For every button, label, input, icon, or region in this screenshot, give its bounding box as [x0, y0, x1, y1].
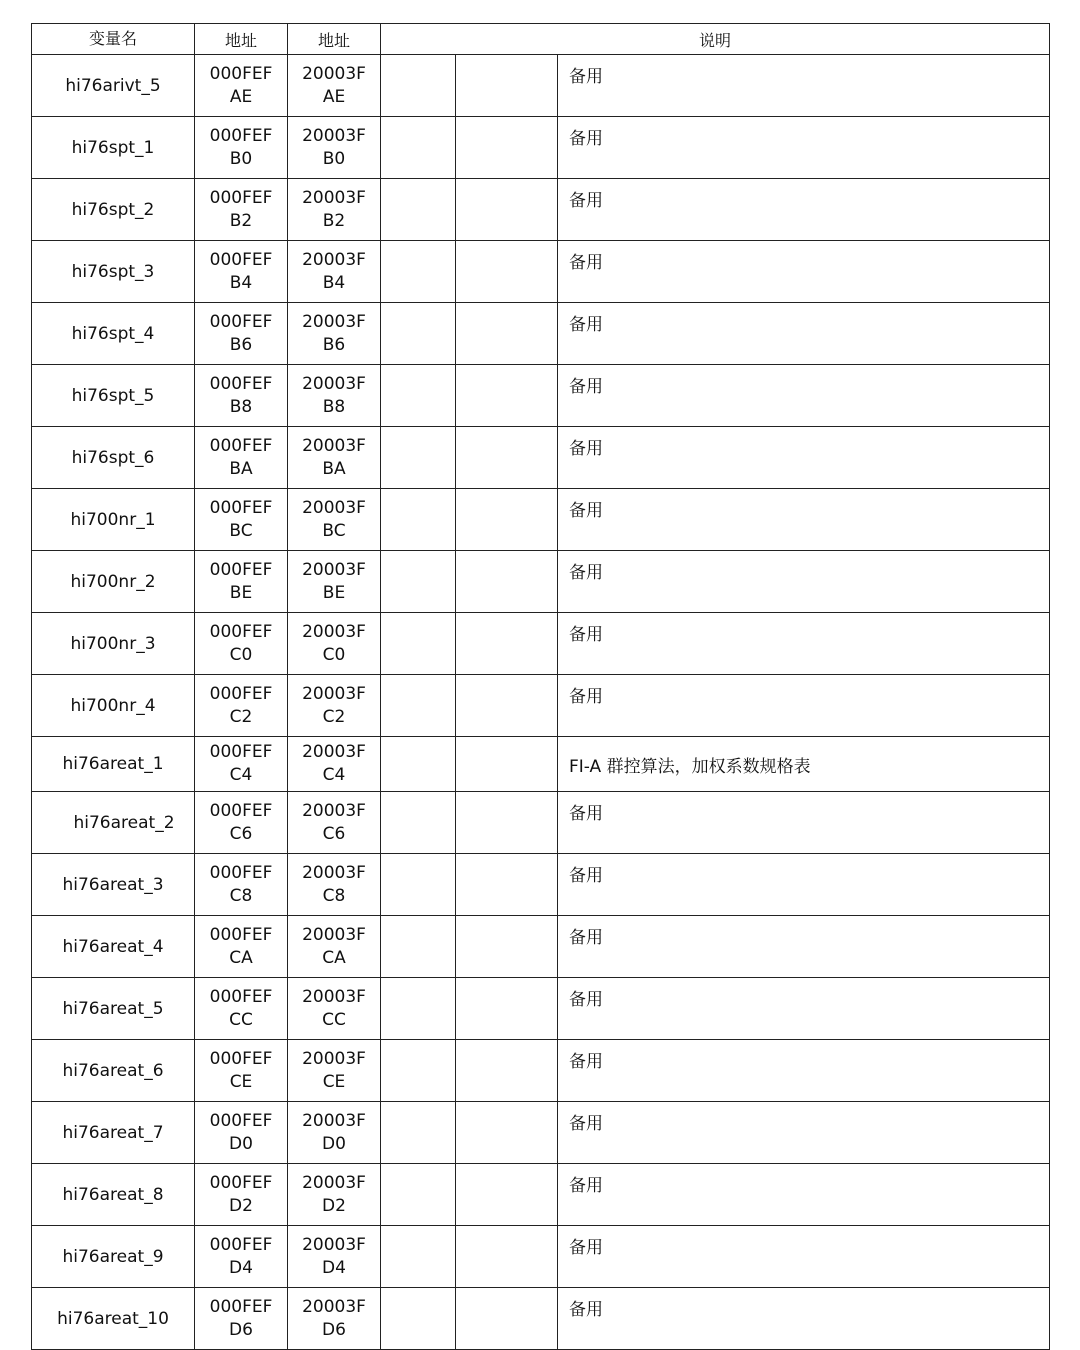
address-1-cell [195, 854, 288, 916]
address-2-cell [288, 365, 381, 427]
empty-cell [456, 978, 558, 1040]
description-cell: 备用 [558, 365, 1050, 427]
address-2-low: D6 [322, 1319, 346, 1340]
address-1-low: D2 [229, 1195, 253, 1216]
empty-cell [381, 854, 456, 916]
header-row [32, 24, 1050, 55]
address-2-high: 20003F [302, 187, 366, 208]
address-2-high: 20003F [302, 435, 366, 456]
variable-name-cell [32, 1226, 195, 1288]
empty-cell [456, 1164, 558, 1226]
address-1-cell [195, 179, 288, 241]
address-1-high: 000FEF [209, 986, 273, 1007]
address-2-low: BE [322, 582, 346, 603]
address-2-high: 20003F [302, 742, 366, 762]
address-1-low: BC [229, 520, 253, 541]
address-2-low: B0 [322, 148, 346, 169]
variable-name: hi76areat_1 [62, 754, 164, 774]
address-1-high: 000FEF [209, 1048, 273, 1069]
variable-name: hi76areat_5 [62, 998, 164, 1019]
empty-cell [381, 792, 456, 854]
address-2-cell [288, 1040, 381, 1102]
empty-cell [381, 916, 456, 978]
address-1-cell [195, 792, 288, 854]
address-2-low: B6 [322, 334, 346, 355]
address-1-high: 000FEF [209, 924, 273, 945]
address-2-cell [288, 241, 381, 303]
address-1-cell [195, 1164, 288, 1226]
empty-cell [381, 1164, 456, 1226]
empty-cell [381, 365, 456, 427]
variable-name: hi76areat_4 [62, 936, 164, 957]
address-2-cell [288, 303, 381, 365]
address-1-low: B8 [229, 396, 253, 417]
variable-name-cell [32, 854, 195, 916]
empty-cell [381, 55, 456, 117]
variable-name-cell [32, 1102, 195, 1164]
address-2-low: B2 [322, 210, 346, 231]
empty-cell [381, 241, 456, 303]
address-2-high: 20003F [302, 924, 366, 945]
description-cell: 备用 [558, 1164, 1050, 1226]
empty-cell [456, 613, 558, 675]
address-2-cell [288, 978, 381, 1040]
variable-name: hi76areat_3 [62, 874, 164, 895]
address-2-high: 20003F [302, 311, 366, 332]
address-1-high: 000FEF [209, 63, 273, 84]
address-2-high: 20003F [302, 63, 366, 84]
variable-name: hi700nr_3 [70, 633, 156, 654]
address-1-cell [195, 489, 288, 551]
variable-name: hi76spt_3 [71, 261, 155, 282]
address-1-low: D0 [229, 1133, 253, 1154]
table-row [32, 613, 1050, 675]
empty-cell [456, 551, 558, 613]
variable-name: hi76spt_1 [71, 137, 155, 158]
description-cell: 备用 [558, 117, 1050, 179]
variable-name-cell [32, 1164, 195, 1226]
table-row [32, 489, 1050, 551]
variable-name-cell [32, 675, 195, 737]
empty-cell [456, 916, 558, 978]
variable-name-cell [32, 613, 195, 675]
empty-cell [456, 303, 558, 365]
address-2-low: D2 [322, 1195, 346, 1216]
address-1-low: CE [229, 1071, 253, 1092]
description-cell: 备用 [558, 1102, 1050, 1164]
address-1-high: 000FEF [209, 1172, 273, 1193]
address-1-low: C2 [229, 706, 253, 727]
header-description: 说明 [381, 24, 1050, 55]
address-1-low: AE [229, 86, 253, 107]
address-2-cell [288, 427, 381, 489]
address-1-cell [195, 675, 288, 737]
address-2-high: 20003F [302, 1296, 366, 1317]
variable-name: hi76spt_6 [71, 447, 155, 468]
empty-cell [456, 1102, 558, 1164]
description-cell: 备用 [558, 179, 1050, 241]
table-row [32, 241, 1050, 303]
address-1-high: 000FEF [209, 373, 273, 394]
table-row [32, 117, 1050, 179]
address-1-cell [195, 613, 288, 675]
empty-cell [381, 117, 456, 179]
address-1-cell [195, 737, 288, 792]
address-1-low: CC [229, 1009, 253, 1030]
empty-cell [381, 551, 456, 613]
description-cell: 备用 [558, 489, 1050, 551]
description-cell: 备用 [558, 916, 1050, 978]
table-row [32, 1102, 1050, 1164]
address-2-cell [288, 1226, 381, 1288]
address-1-high: 000FEF [209, 683, 273, 704]
address-2-cell [288, 551, 381, 613]
empty-cell [456, 1226, 558, 1288]
variable-name: hi700nr_1 [70, 509, 156, 530]
address-2-low: C2 [322, 706, 346, 727]
variable-name-cell [32, 551, 195, 613]
empty-cell [456, 1040, 558, 1102]
address-2-low: B4 [322, 272, 346, 293]
address-2-high: 20003F [302, 683, 366, 704]
table-row [32, 551, 1050, 613]
table-row [32, 737, 1050, 792]
address-1-cell [195, 916, 288, 978]
address-1-low: B0 [229, 148, 253, 169]
address-2-low: C6 [322, 823, 346, 844]
empty-cell [456, 365, 558, 427]
address-1-high: 000FEF [209, 559, 273, 580]
address-1-high: 000FEF [209, 862, 273, 883]
variable-name-cell [32, 179, 195, 241]
variable-name-cell [32, 737, 195, 792]
empty-cell [456, 1288, 558, 1350]
address-1-low: BE [229, 582, 253, 603]
description-cell: FI-A 群控算法，加权系数规格表 [558, 737, 1050, 792]
address-2-high: 20003F [302, 1048, 366, 1069]
variable-name-cell [32, 117, 195, 179]
description-cell: 备用 [558, 854, 1050, 916]
address-1-low: CA [229, 947, 253, 968]
address-1-high: 000FEF [209, 1234, 273, 1255]
address-1-low: B4 [229, 272, 253, 293]
empty-cell [381, 427, 456, 489]
address-2-high: 20003F [302, 1172, 366, 1193]
address-1-high: 000FEF [209, 1296, 273, 1317]
address-1-high: 000FEF [209, 187, 273, 208]
header-variable-name: 变量名 [32, 24, 195, 55]
empty-cell [456, 55, 558, 117]
table-row [32, 675, 1050, 737]
address-2-low: D0 [322, 1133, 346, 1154]
table-row [32, 55, 1050, 117]
address-2-cell [288, 916, 381, 978]
address-2-cell [288, 792, 381, 854]
address-2-low: D4 [322, 1257, 346, 1278]
empty-cell [456, 489, 558, 551]
address-1-high: 000FEF [209, 1110, 273, 1131]
address-1-cell [195, 365, 288, 427]
empty-cell [381, 978, 456, 1040]
address-1-cell [195, 1102, 288, 1164]
empty-cell [381, 675, 456, 737]
address-2-cell [288, 1288, 381, 1350]
header-address-1: 地址 [195, 24, 288, 55]
address-2-low: BC [322, 520, 346, 541]
address-2-high: 20003F [302, 621, 366, 642]
address-2-high: 20003F [302, 373, 366, 394]
variable-name: hi76arivt_5 [65, 75, 161, 96]
address-2-low: C0 [322, 644, 346, 665]
address-2-high: 20003F [302, 125, 366, 146]
variable-name-cell [32, 241, 195, 303]
description-cell: 备用 [558, 427, 1050, 489]
description-cell: 备用 [558, 613, 1050, 675]
address-1-cell [195, 117, 288, 179]
table-row [32, 427, 1050, 489]
address-1-cell [195, 427, 288, 489]
address-2-cell [288, 1164, 381, 1226]
table-row [32, 916, 1050, 978]
address-2-high: 20003F [302, 1234, 366, 1255]
variable-name-cell [32, 55, 195, 117]
table-row [32, 1040, 1050, 1102]
description-cell: 备用 [558, 55, 1050, 117]
address-2-cell [288, 1102, 381, 1164]
variable-address-table [31, 23, 1050, 1350]
address-2-cell [288, 675, 381, 737]
empty-cell [456, 427, 558, 489]
variable-name: hi76areat_6 [62, 1060, 164, 1081]
variable-name: hi76areat_10 [57, 1308, 169, 1329]
address-2-cell [288, 55, 381, 117]
address-1-high: 000FEF [209, 311, 273, 332]
description-cell: 备用 [558, 241, 1050, 303]
address-2-cell [288, 854, 381, 916]
empty-cell [456, 179, 558, 241]
empty-cell [456, 675, 558, 737]
address-1-cell [195, 978, 288, 1040]
address-2-high: 20003F [302, 249, 366, 270]
address-2-low: CC [322, 1009, 346, 1030]
description-cell: 备用 [558, 551, 1050, 613]
address-2-low: AE [322, 86, 346, 107]
variable-name: hi76areat_9 [62, 1246, 164, 1267]
table-row [32, 179, 1050, 241]
address-2-cell [288, 117, 381, 179]
address-1-low: BA [229, 458, 253, 479]
empty-cell [381, 179, 456, 241]
address-1-cell [195, 1288, 288, 1350]
table-row [32, 1226, 1050, 1288]
table-row [32, 1164, 1050, 1226]
variable-name: hi76areat_8 [62, 1184, 164, 1205]
variable-name: hi76areat_7 [62, 1122, 164, 1143]
variable-name-cell [32, 427, 195, 489]
table-row [32, 1288, 1050, 1350]
table-row [32, 792, 1050, 854]
table-row [32, 854, 1050, 916]
empty-cell [381, 1226, 456, 1288]
address-2-high: 20003F [302, 497, 366, 518]
variable-name: hi76spt_2 [71, 199, 155, 220]
empty-cell [456, 792, 558, 854]
description-cell: 备用 [558, 1226, 1050, 1288]
address-1-cell [195, 551, 288, 613]
address-1-cell [195, 241, 288, 303]
address-2-low: CA [322, 947, 346, 968]
address-1-low: D4 [229, 1257, 253, 1278]
variable-name-cell [32, 489, 195, 551]
address-1-low: C6 [229, 823, 253, 844]
empty-cell [381, 613, 456, 675]
address-1-high: 000FEF [209, 125, 273, 146]
empty-cell [381, 303, 456, 365]
address-1-low: B6 [229, 334, 253, 355]
variable-name: hi700nr_4 [70, 695, 156, 716]
empty-cell [381, 489, 456, 551]
address-1-low: C4 [229, 765, 253, 785]
empty-cell [456, 737, 558, 792]
variable-name: hi76areat_2 [73, 812, 175, 833]
address-2-cell [288, 737, 381, 792]
variable-name-cell [32, 1288, 195, 1350]
empty-cell [381, 1288, 456, 1350]
variable-name-cell [32, 978, 195, 1040]
variable-name-cell [32, 792, 195, 854]
address-2-high: 20003F [302, 559, 366, 580]
variable-name: hi76spt_5 [71, 385, 155, 406]
table-header [32, 24, 1050, 55]
address-2-low: BA [322, 458, 346, 479]
address-2-high: 20003F [302, 800, 366, 821]
empty-cell [456, 854, 558, 916]
address-1-high: 000FEF [209, 742, 273, 762]
variable-name: hi700nr_2 [70, 571, 156, 592]
address-2-cell [288, 613, 381, 675]
address-2-high: 20003F [302, 862, 366, 883]
address-1-high: 000FEF [209, 497, 273, 518]
address-2-high: 20003F [302, 1110, 366, 1131]
variable-name-cell [32, 1040, 195, 1102]
table-row [32, 365, 1050, 427]
address-2-low: C4 [322, 765, 346, 785]
address-1-high: 000FEF [209, 800, 273, 821]
empty-cell [456, 117, 558, 179]
address-1-low: C8 [229, 885, 253, 906]
address-2-high: 20003F [302, 986, 366, 1007]
address-2-cell [288, 489, 381, 551]
address-1-cell [195, 1040, 288, 1102]
description-cell: 备用 [558, 303, 1050, 365]
address-1-cell [195, 303, 288, 365]
variable-name-cell [32, 303, 195, 365]
description-cell: 备用 [558, 978, 1050, 1040]
address-1-cell [195, 1226, 288, 1288]
variable-name-cell [32, 916, 195, 978]
description-cell: 备用 [558, 1040, 1050, 1102]
description-cell: 备用 [558, 1288, 1050, 1350]
address-2-low: B8 [322, 396, 346, 417]
empty-cell [381, 1040, 456, 1102]
description-cell: 备用 [558, 792, 1050, 854]
description-cell: 备用 [558, 675, 1050, 737]
address-1-high: 000FEF [209, 435, 273, 456]
address-1-high: 000FEF [209, 621, 273, 642]
table-row [32, 978, 1050, 1040]
table-body [32, 55, 1050, 1350]
address-2-low: CE [322, 1071, 346, 1092]
address-1-cell [195, 55, 288, 117]
empty-cell [456, 241, 558, 303]
address-1-high: 000FEF [209, 249, 273, 270]
table-row [32, 303, 1050, 365]
address-1-low: D6 [229, 1319, 253, 1340]
header-address-2: 地址 [288, 24, 381, 55]
address-2-cell [288, 179, 381, 241]
variable-name-cell [32, 365, 195, 427]
empty-cell [381, 1102, 456, 1164]
address-1-low: B2 [229, 210, 253, 231]
variable-name: hi76spt_4 [71, 323, 155, 344]
empty-cell [381, 737, 456, 792]
address-2-low: C8 [322, 885, 346, 906]
address-1-low: C0 [229, 644, 253, 665]
